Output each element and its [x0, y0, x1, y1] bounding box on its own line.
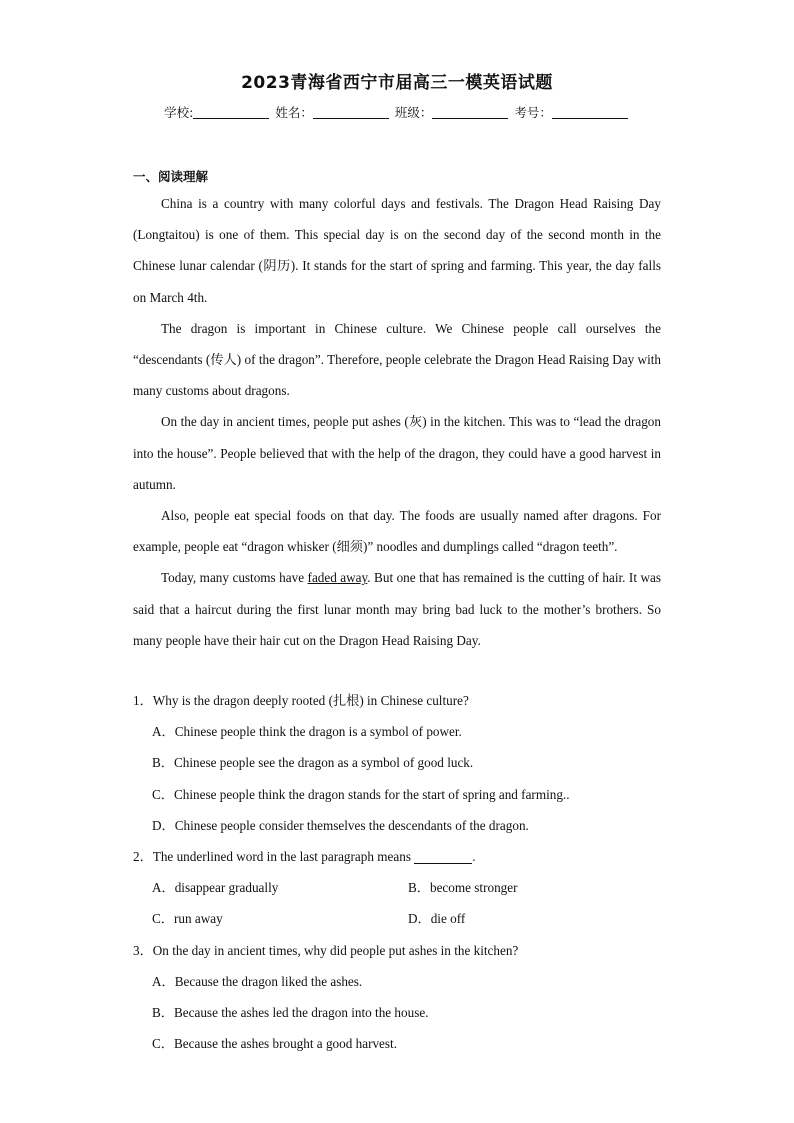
section-heading: 一、阅读理解: [133, 169, 209, 184]
class-blank[interactable]: [432, 106, 508, 119]
name-label: 姓名：: [275, 105, 313, 120]
question-1-option-a[interactable]: A．Chinese people think the dragon is a symbol of power.: [152, 724, 462, 740]
question-2-option-a[interactable]: A．disappear gradually: [152, 880, 279, 896]
student-info-line: [0, 103, 794, 121]
name-blank[interactable]: [313, 106, 389, 119]
passage-paragraph-4: Also, people eat special foods on that day. The foods are usually named after dragons. For example, people eat “dragon whisker (细须)” noodles and dumplings called “dragon teeth”.: [133, 508, 661, 555]
question-1-option-c[interactable]: C．Chinese people think the dragon stands for the start of spring and farming..: [152, 786, 570, 802]
question-2-text: 2．The underlined word in the last paragraph means: [133, 849, 415, 865]
class-label: 班级：: [394, 105, 433, 120]
paragraph-5-start: Today, many customs have: [161, 570, 308, 586]
question-3-option-b[interactable]: B．Because the ashes led the dragon into the house.: [152, 1005, 429, 1021]
reading-passage: [133, 188, 661, 656]
passage-paragraph-2: The dragon is important in Chinese culture. We Chinese people call ourselves the “descendants (传人) of the dragon”. Therefore, people celebrate the Dragon Head Raising Day with many customs about dragons.: [133, 320, 661, 399]
paragraph-5-end: . But one that has remained is the cutting of hair. It was said that a haircut during the first lunar month may bring bad luck to the mother’s brothers. So many people have their hair cut on the Dragon Head Raising Day.: [133, 570, 661, 648]
question-list: [133, 685, 673, 1059]
question-2-period: .: [472, 849, 476, 865]
passage-paragraph-5: [133, 562, 661, 656]
exam-number-label: 考号：: [514, 105, 552, 120]
question-2-options-row-2: [152, 903, 673, 934]
question-3-stem: 3．On the day in ancient times, why did people put ashes in the kitchen?: [133, 942, 519, 958]
question-1-stem: 1．Why is the dragon deeply rooted (扎根) in Chinese culture?: [133, 693, 469, 708]
page-title: 2023青海省西宁市届高三一模英语试题: [241, 73, 553, 93]
exam-number-blank[interactable]: [552, 106, 628, 119]
school-label: 学校:: [164, 105, 194, 120]
question-2-option-c[interactable]: C．run away: [152, 911, 223, 927]
answer-blank[interactable]: [414, 849, 472, 864]
underlined-phrase: faded away: [307, 570, 368, 586]
passage-paragraph-1: China is a country with many colorful days and festivals. The Dragon Head Raising Day (Longtaitou) is one of them. This special day is on the second day of the second month in the Chinese lunar calendar (阴历). It stands for the start of spring and farming. This year, the day falls on March 4th.: [133, 196, 661, 305]
question-2-stem: [133, 841, 673, 872]
question-2-options-row-1: [152, 872, 673, 903]
school-blank[interactable]: [193, 106, 269, 119]
passage-paragraph-3: On the day in ancient times, people put ashes (灰) in the kitchen. This was to “lead the dragon into the house”. People believed that with the help of the dragon, they could have a good harvest in autumn.: [133, 414, 661, 492]
question-1-option-d[interactable]: D．Chinese people consider themselves the descendants of the dragon.: [152, 817, 529, 833]
question-3-option-a[interactable]: A．Because the dragon liked the ashes.: [152, 973, 363, 989]
question-3-option-c[interactable]: C．Because the ashes brought a good harvest.: [152, 1036, 398, 1052]
question-1-option-b[interactable]: B．Chinese people see the dragon as a symbol of good luck.: [152, 755, 474, 771]
question-2-option-d[interactable]: D．die off: [408, 911, 466, 927]
question-2-option-b[interactable]: B．become stronger: [408, 880, 518, 896]
